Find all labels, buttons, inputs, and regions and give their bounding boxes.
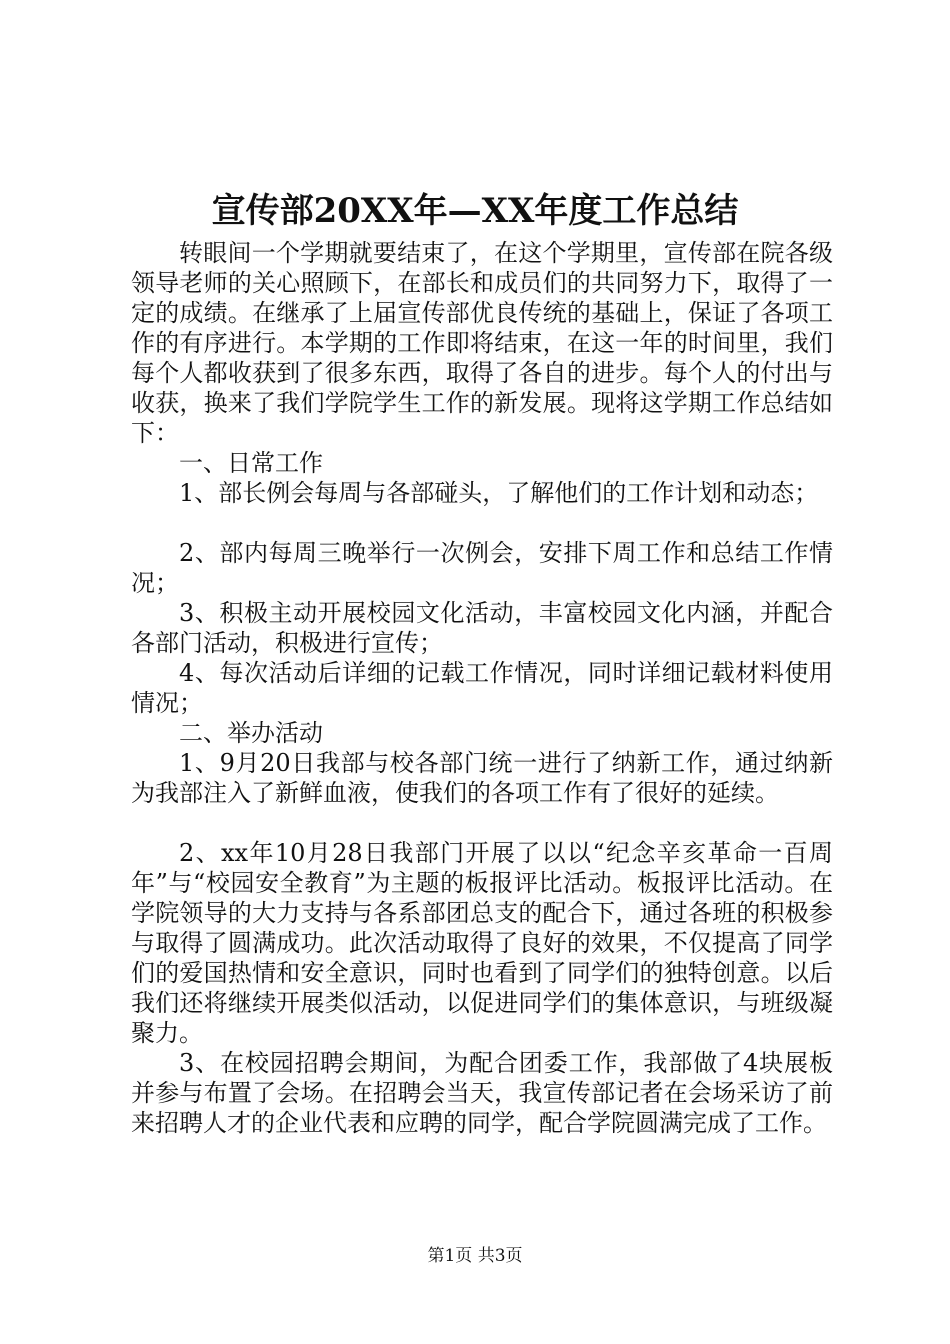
section-heading-daily-work: 一、日常工作 [179, 449, 323, 477]
section-heading-activities: 二、举办活动 [179, 719, 323, 747]
list-item: 2、xx年10月28日我部门开展了以以“纪念辛亥革命一百周年”与“校园安全教育”为主题的板报评比活动。板报评比活动。在学院领导的大力支持与各系部团总支的配合下，通过各班的积极参与取得了圆满成功。此次活动取得了良好的效果，不仅提高了同学们的爱国热情和安全意识，同时也看到了同学们的独特创意。以后我们还将继续开展类似活动，以促进同学们的集体意识，与班级凝聚力。 [131, 839, 833, 1047]
list-item: 2、部内每周三晚举行一次例会，安排下周工作和总结工作情况； [131, 539, 833, 597]
document-title: 宣传部20XX年—XX年度工作总结 [211, 191, 739, 231]
list-item: 4、每次活动后详细的记载工作情况，同时详细记载材料使用情况； [131, 659, 833, 717]
list-item: 3、积极主动开展校园文化活动，丰富校园文化内涵，并配合各部门活动，积极进行宣传； [131, 599, 833, 657]
document-body [131, 238, 833, 1138]
list-item: 1、部长例会每周与各部碰头，了解他们的工作计划和动态； [179, 479, 819, 507]
page-footer: 第1页 共3页 [427, 1246, 523, 1266]
list-item: 1、9月20日我部与校各部门统一进行了纳新工作，通过纳新为我部注入了新鲜血液，使我们的各项工作有了很好的延续。 [131, 749, 833, 807]
intro-paragraph: 转眼间一个学期就要结束了，在这个学期里，宣传部在院各级领导老师的关心照顾下，在部长和成员们的共同努力下，取得了一定的成绩。在继承了上届宣传部优良传统的基础上，保证了各项工作的有序进行。本学期的工作即将结束，在这一年的时间里，我们每个人都收获到了很多东西，取得了各自的进步。每个人的付出与收获，换来了我们学院学生工作的新发展。现将这学期工作总结如下： [131, 239, 833, 447]
list-item: 3、在校园招聘会期间，为配合团委工作，我部做了4块展板并参与布置了会场。在招聘会当天，我宣传部记者在会场采访了前来招聘人才的企业代表和应聘的同学，配合学院圆满完成了工作。 [131, 1049, 833, 1137]
